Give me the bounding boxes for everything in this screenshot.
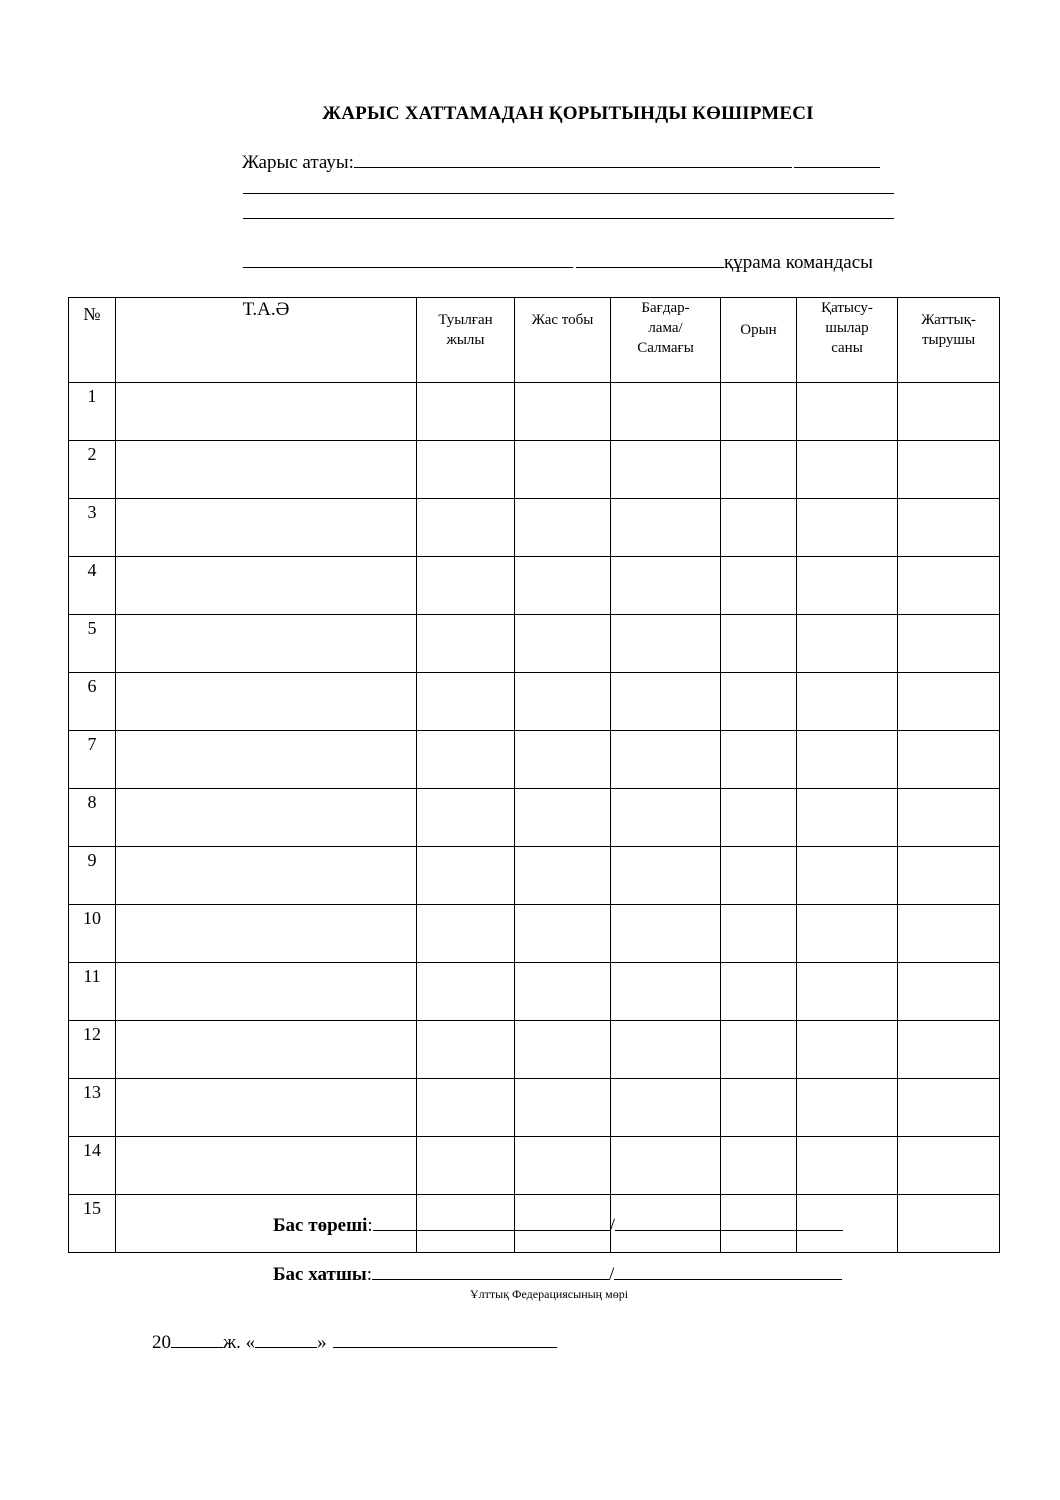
place-cell[interactable] <box>721 731 797 789</box>
row-number: 14 <box>69 1137 116 1195</box>
table-row <box>69 789 1000 847</box>
program-weight-cell[interactable] <box>611 441 721 499</box>
chief-secretary-label: Бас хатшы <box>273 1264 367 1285</box>
birth-year-cell[interactable] <box>417 673 515 731</box>
participants-count-cell[interactable] <box>797 963 898 1021</box>
program-weight-cell[interactable] <box>611 847 721 905</box>
birth-year-cell[interactable] <box>417 1137 515 1195</box>
age-group-cell[interactable] <box>515 673 611 731</box>
coach-cell[interactable] <box>898 673 1000 731</box>
header-age-group: Жас тобы <box>515 298 611 383</box>
header-coach-line2: тырушы <box>921 332 976 348</box>
header-coach <box>898 298 1000 383</box>
place-cell[interactable] <box>721 789 797 847</box>
date-day-blank[interactable] <box>255 1331 317 1348</box>
table-header-row <box>69 298 1000 383</box>
age-group-cell[interactable] <box>515 615 611 673</box>
row-number: 3 <box>69 499 116 557</box>
participants-count-cell[interactable] <box>797 905 898 963</box>
place-cell[interactable] <box>721 1079 797 1137</box>
full-name-cell[interactable] <box>116 615 417 673</box>
full-name-cell[interactable] <box>116 789 417 847</box>
coach-cell[interactable] <box>898 441 1000 499</box>
chief-judge-separator: / <box>609 1215 615 1236</box>
program-weight-cell[interactable] <box>611 789 721 847</box>
competition-name-blank[interactable] <box>354 151 792 168</box>
row-number: 10 <box>69 905 116 963</box>
place-cell[interactable] <box>721 847 797 905</box>
full-name-cell[interactable] <box>116 499 417 557</box>
full-name-cell[interactable] <box>116 905 417 963</box>
age-group-cell[interactable] <box>515 731 611 789</box>
age-group-cell[interactable] <box>515 383 611 441</box>
program-weight-cell[interactable] <box>611 963 721 1021</box>
date-line <box>152 1331 557 1354</box>
age-group-cell[interactable] <box>515 557 611 615</box>
full-name-cell[interactable] <box>116 731 417 789</box>
birth-year-cell[interactable] <box>417 731 515 789</box>
table-row <box>69 905 1000 963</box>
table-row <box>69 847 1000 905</box>
chief-secretary-colon: : <box>366 1264 372 1285</box>
chief-judge-label: Бас төреші <box>273 1215 368 1236</box>
row-number: 5 <box>69 615 116 673</box>
row-number: 8 <box>69 789 116 847</box>
coach-cell[interactable] <box>898 1137 1000 1195</box>
row-number: 4 <box>69 557 116 615</box>
header-no: № <box>69 298 116 383</box>
team-suffix: құрама командасы <box>724 252 873 273</box>
row-number: 13 <box>69 1079 116 1137</box>
row-number: 11 <box>69 963 116 1021</box>
competition-name-label: Жарыс атауы: <box>242 152 354 173</box>
row-number: 7 <box>69 731 116 789</box>
table-row <box>69 1021 1000 1079</box>
birth-year-cell[interactable] <box>417 499 515 557</box>
birth-year-cell[interactable] <box>417 963 515 1021</box>
birth-year-cell[interactable] <box>417 557 515 615</box>
table-row <box>69 1137 1000 1195</box>
chief-judge-line <box>273 1214 843 1237</box>
row-number: 15 <box>69 1195 116 1253</box>
place-cell[interactable] <box>721 441 797 499</box>
coach-cell[interactable] <box>898 499 1000 557</box>
coach-cell[interactable] <box>898 615 1000 673</box>
participants-count-cell[interactable] <box>797 847 898 905</box>
coach-cell[interactable] <box>898 383 1000 441</box>
full-name-cell[interactable] <box>116 383 417 441</box>
program-weight-cell[interactable] <box>611 557 721 615</box>
date-month-blank[interactable] <box>333 1331 557 1348</box>
coach-cell[interactable] <box>898 789 1000 847</box>
birth-year-cell[interactable] <box>417 905 515 963</box>
blank-line-1[interactable] <box>243 193 894 194</box>
participants-count-cell[interactable] <box>797 673 898 731</box>
chief-secretary-name-blank[interactable] <box>614 1263 842 1280</box>
header-participants-line3: саны <box>831 340 863 356</box>
coach-cell[interactable] <box>898 1195 1000 1253</box>
participants-count-cell[interactable] <box>797 499 898 557</box>
program-weight-cell[interactable] <box>611 731 721 789</box>
participants-count-cell[interactable] <box>797 441 898 499</box>
header-coach-line1: Жаттық- <box>921 312 976 328</box>
results-table <box>68 297 1000 1253</box>
chief-judge-signature-blank[interactable] <box>373 1214 610 1231</box>
place-cell[interactable] <box>721 1021 797 1079</box>
coach-cell[interactable] <box>898 963 1000 1021</box>
team-line <box>243 251 873 274</box>
header-program-line3: Салмағы <box>637 340 694 356</box>
row-number: 9 <box>69 847 116 905</box>
chief-secretary-line <box>273 1263 842 1286</box>
full-name-cell[interactable] <box>116 1137 417 1195</box>
table-body <box>69 383 1000 1253</box>
birth-year-cell[interactable] <box>417 847 515 905</box>
age-group-cell[interactable] <box>515 441 611 499</box>
program-weight-cell[interactable] <box>611 499 721 557</box>
full-name-cell[interactable] <box>116 847 417 905</box>
participants-count-cell[interactable] <box>797 731 898 789</box>
team-blank-1[interactable] <box>243 251 573 268</box>
program-weight-cell[interactable] <box>611 615 721 673</box>
full-name-cell[interactable] <box>116 557 417 615</box>
table-row <box>69 615 1000 673</box>
header-birth-year <box>417 298 515 383</box>
full-name-cell[interactable] <box>116 441 417 499</box>
header-participants-count <box>797 298 898 383</box>
program-weight-cell[interactable] <box>611 383 721 441</box>
birth-year-cell[interactable] <box>417 1079 515 1137</box>
program-weight-cell[interactable] <box>611 905 721 963</box>
team-blank-2[interactable] <box>576 251 724 268</box>
age-group-cell[interactable] <box>515 1079 611 1137</box>
full-name-cell[interactable] <box>116 963 417 1021</box>
table-row <box>69 499 1000 557</box>
place-cell[interactable] <box>721 557 797 615</box>
age-group-cell[interactable] <box>515 1137 611 1195</box>
program-weight-cell[interactable] <box>611 1137 721 1195</box>
age-group-cell[interactable] <box>515 963 611 1021</box>
header-birth-year-line2: жылы <box>446 332 485 348</box>
row-number: 2 <box>69 441 116 499</box>
age-group-cell[interactable] <box>515 499 611 557</box>
place-cell[interactable] <box>721 905 797 963</box>
date-year-blank[interactable] <box>171 1331 223 1348</box>
seal-note: Ұлттық Федерациясының мөрі <box>470 1287 629 1301</box>
birth-year-cell[interactable] <box>417 383 515 441</box>
coach-cell[interactable] <box>898 847 1000 905</box>
table-row <box>69 673 1000 731</box>
table-row <box>69 557 1000 615</box>
table-row <box>69 1079 1000 1137</box>
document-title: ЖАРЫС ХАТТАМАДАН ҚОРЫТЫНДЫ КӨШІРМЕСІ <box>322 103 814 124</box>
place-cell[interactable] <box>721 615 797 673</box>
birth-year-cell[interactable] <box>417 1021 515 1079</box>
place-cell[interactable] <box>721 963 797 1021</box>
program-weight-cell[interactable] <box>611 673 721 731</box>
full-name-cell[interactable] <box>116 673 417 731</box>
header-program-line1: Бағдар- <box>641 300 690 316</box>
competition-name-blank-2[interactable] <box>794 151 880 168</box>
date-year-suffix: ж. « <box>223 1332 256 1353</box>
coach-cell[interactable] <box>898 1021 1000 1079</box>
birth-year-cell[interactable] <box>417 615 515 673</box>
row-number: 12 <box>69 1021 116 1079</box>
coach-cell[interactable] <box>898 905 1000 963</box>
age-group-cell[interactable] <box>515 1021 611 1079</box>
participants-count-cell[interactable] <box>797 615 898 673</box>
row-number: 1 <box>69 383 116 441</box>
header-full-name: Т.А.Ә <box>116 298 417 383</box>
header-place: Орын <box>721 298 797 383</box>
table-row <box>69 731 1000 789</box>
chief-judge-colon: : <box>367 1215 373 1236</box>
table-row <box>69 383 1000 441</box>
chief-secretary-separator: / <box>609 1264 615 1285</box>
place-cell[interactable] <box>721 1137 797 1195</box>
full-name-cell[interactable] <box>116 1021 417 1079</box>
participants-count-cell[interactable] <box>797 1137 898 1195</box>
participants-count-cell[interactable] <box>797 789 898 847</box>
chief-secretary-signature-blank[interactable] <box>372 1263 609 1280</box>
date-close-quote: » <box>317 1332 327 1353</box>
table-row <box>69 441 1000 499</box>
header-program-line2: лама/ <box>648 320 683 336</box>
place-cell[interactable] <box>721 673 797 731</box>
coach-cell[interactable] <box>898 1079 1000 1137</box>
row-number: 6 <box>69 673 116 731</box>
participants-count-cell[interactable] <box>797 1079 898 1137</box>
age-group-cell[interactable] <box>515 789 611 847</box>
coach-cell[interactable] <box>898 731 1000 789</box>
place-cell[interactable] <box>721 499 797 557</box>
program-weight-cell[interactable] <box>611 1079 721 1137</box>
birth-year-cell[interactable] <box>417 789 515 847</box>
place-cell[interactable] <box>721 383 797 441</box>
program-weight-cell[interactable] <box>611 1021 721 1079</box>
full-name-cell[interactable] <box>116 1079 417 1137</box>
competition-name-line <box>242 151 880 174</box>
blank-line-2[interactable] <box>243 218 894 219</box>
table-row <box>69 963 1000 1021</box>
header-participants-line1: Қатысу- <box>821 300 873 316</box>
participants-count-cell[interactable] <box>797 383 898 441</box>
participants-count-cell[interactable] <box>797 1021 898 1079</box>
participants-count-cell[interactable] <box>797 557 898 615</box>
header-participants-line2: шылар <box>825 320 869 336</box>
coach-cell[interactable] <box>898 557 1000 615</box>
date-year-prefix: 20 <box>152 1332 171 1353</box>
header-program-weight <box>611 298 721 383</box>
chief-judge-name-blank[interactable] <box>615 1214 843 1231</box>
age-group-cell[interactable] <box>515 847 611 905</box>
birth-year-cell[interactable] <box>417 441 515 499</box>
header-birth-year-line1: Туылған <box>438 312 493 328</box>
age-group-cell[interactable] <box>515 905 611 963</box>
